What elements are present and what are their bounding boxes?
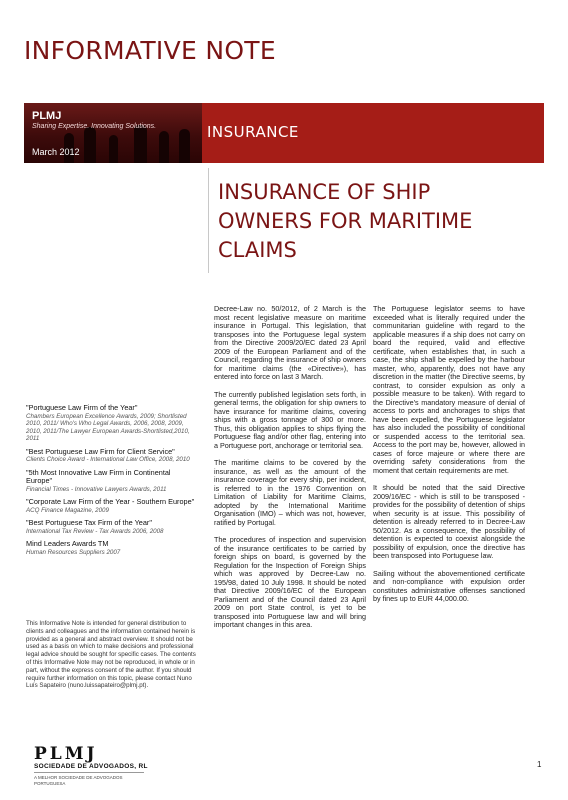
- paragraph: The maritime claims to be covered by the insurance, as well as the amount of the insurance coverage for every ship, per incident, is referred to in the 1976 Convention on Limitation of Liability for Maritime Claims, adopted by the International Maritime Organisation (IMO) – which was not, however, ratified by Portugal.: [214, 458, 366, 527]
- paragraph: The procedures of inspection and supervision of the insurance certificates to be carried by foreign ships on board, is governed by the Regulation for the Inspection of Foreign Ships which was approved by Decree-Law no. 195/98, dated 10 July 1998. It should be noted that Directive 2009/16/EC of the European Parliament and of the Council dated 23 April 2009 on port State control, is yet to be transposed into Portuguese law and will bring important changes in this area.: [214, 535, 366, 629]
- award-title: "Best Portuguese Tax Firm of the Year": [26, 518, 152, 527]
- footer-logo-subtitle: SOCIEDADE DE ADVOGADOS, RL: [34, 763, 148, 770]
- disclaimer-text: This Informative Note is intended for general distribution to clients and colleagues and the information contained herein is provided as a general and abstract overview. It should not be used as a basis on which to make decisions and professional legal advice should be sought for specific cases. The contents of this Informative Note may not be reproduced, in whole or in part, without the express consent of the author. If you should require further information on this topic, please contact Nuno Luís Sapateiro (nuno.luissapateiro@plmj.pt).: [26, 620, 196, 690]
- article-column-1: [214, 305, 366, 639]
- award-source: Human Resources Suppliers 2007: [26, 548, 121, 556]
- award-title: "Best Portuguese Law Firm for Client Service": [26, 446, 175, 456]
- article-title: INSURANCE OF SHIP OWNERS FOR MARITIME CLAIMS: [218, 180, 473, 262]
- section-label: INSURANCE: [207, 123, 299, 141]
- award-item: [26, 498, 196, 514]
- header-banner: [24, 103, 544, 163]
- paragraph: It should be noted that the said Directive 2009/16/EC - which is still to be transposed - provides for the possibility of detention of ships when security is at issue. This possibility of detention is already referred to in Decree-Law 50/2012. As a consequence, the possibility of detention is expected to coexist alongside the possibility of expulsion, once the directive has been transposed into Portuguese law.: [373, 483, 525, 560]
- header-photo: [24, 103, 202, 163]
- paragraph: The Portuguese legislator seems to have exceeded what is literally required under the communitarian guideline with regard to the applicable measures if a ship does not carry on board the required, valid and effective certificate, when establishes that, in such a case, the ship shall be expelled by the harbour master, who, apparently, does not have any discretion in the matter (the Directive seems, by contrast, to consider expulsion as only a possible measure to be taken). With regard to the Directive's mandatory measure of denial of access to ports and anchorages to ships that have been expelled, the Portuguese legislator has also included the possibility of conditional or suspended access to the territorial sea. Access to the port may be, however, allowed in cases of force majeure or where there are overriding safety considerations from the moment that certain requirements are met.: [373, 304, 525, 475]
- paragraph: The currently published legislation sets forth, in general terms, the obligation for ship owners to have insurance for maritime claims, covering ships with a gross tonnage of 300 or more. Thus, this obligation applies to ships flying the Portuguese flag and/or other flag, entering into a Portuguese port, anchorage or territorial sea.: [214, 389, 366, 450]
- award-item: [26, 519, 196, 535]
- issue-date: March 2012: [32, 147, 80, 157]
- footer-note: A MELHOR SOCIEDADE DE ADVOGADOS PORTUGUESA: [34, 775, 123, 786]
- title-divider: [208, 168, 209, 273]
- award-item: [26, 404, 196, 443]
- award-item: [26, 448, 196, 464]
- award-item: [26, 540, 196, 556]
- award-source: International Tax Review - Tax Awards 2006, 2008: [26, 527, 164, 535]
- award-title: Mind Leaders Awards TM: [26, 539, 109, 548]
- award-title: "Portuguese Law Firm of the Year": [26, 403, 138, 412]
- award-item: [26, 469, 196, 494]
- award-source: Chambers European Excellence Awards, 2009; Shortlisted 2010, 2011/ Who's Who Legal Awards, 2006, 2008, 2009, 2010, 2011/The Lawyer European Awards-Shortlisted,2010, 2011: [26, 412, 190, 442]
- award-source: ACQ Finance Magazine, 2009: [26, 506, 109, 514]
- awards-list: [26, 404, 196, 561]
- brand-tagline: Sharing Expertise. Innovating Solutions.: [32, 123, 157, 130]
- award-title: "Corporate Law Firm of the Year - Southern Europe": [26, 497, 195, 506]
- paragraph: Sailing without the abovementioned certificate and non-compliance with expulsion order constitutes administrative offenses sanctioned by fines up to EUR 44,000.00.: [373, 568, 525, 603]
- document-title: INFORMATIVE NOTE: [24, 36, 276, 65]
- article-column-2: [373, 305, 525, 613]
- page-number: 1: [537, 760, 542, 769]
- award-source: Financial Times - Innovative Lawyers Awards, 2011: [26, 485, 167, 493]
- footer-divider: [34, 772, 144, 773]
- footer-logo: PLMJ: [34, 744, 98, 764]
- brand-name: PLMJ: [32, 110, 62, 122]
- award-source: Clients Choice Award - International Law Office, 2008, 2010: [26, 456, 190, 463]
- paragraph: Decree-Law no. 50/2012, of 2 March is the most recent legislative measure on maritime insurance in Portugal. This legislation, that transposes into the Portuguese legal system from the Directive 2009/20/EC dated 23 April 2009 of the European Parliament and of the Council, regarding the insurance of ship owners for maritime claims (the «Directive»), has entered into force on last 3 March.: [214, 304, 366, 381]
- award-title: "5th Most Innovative Law Firm in Continental Europe": [26, 467, 171, 485]
